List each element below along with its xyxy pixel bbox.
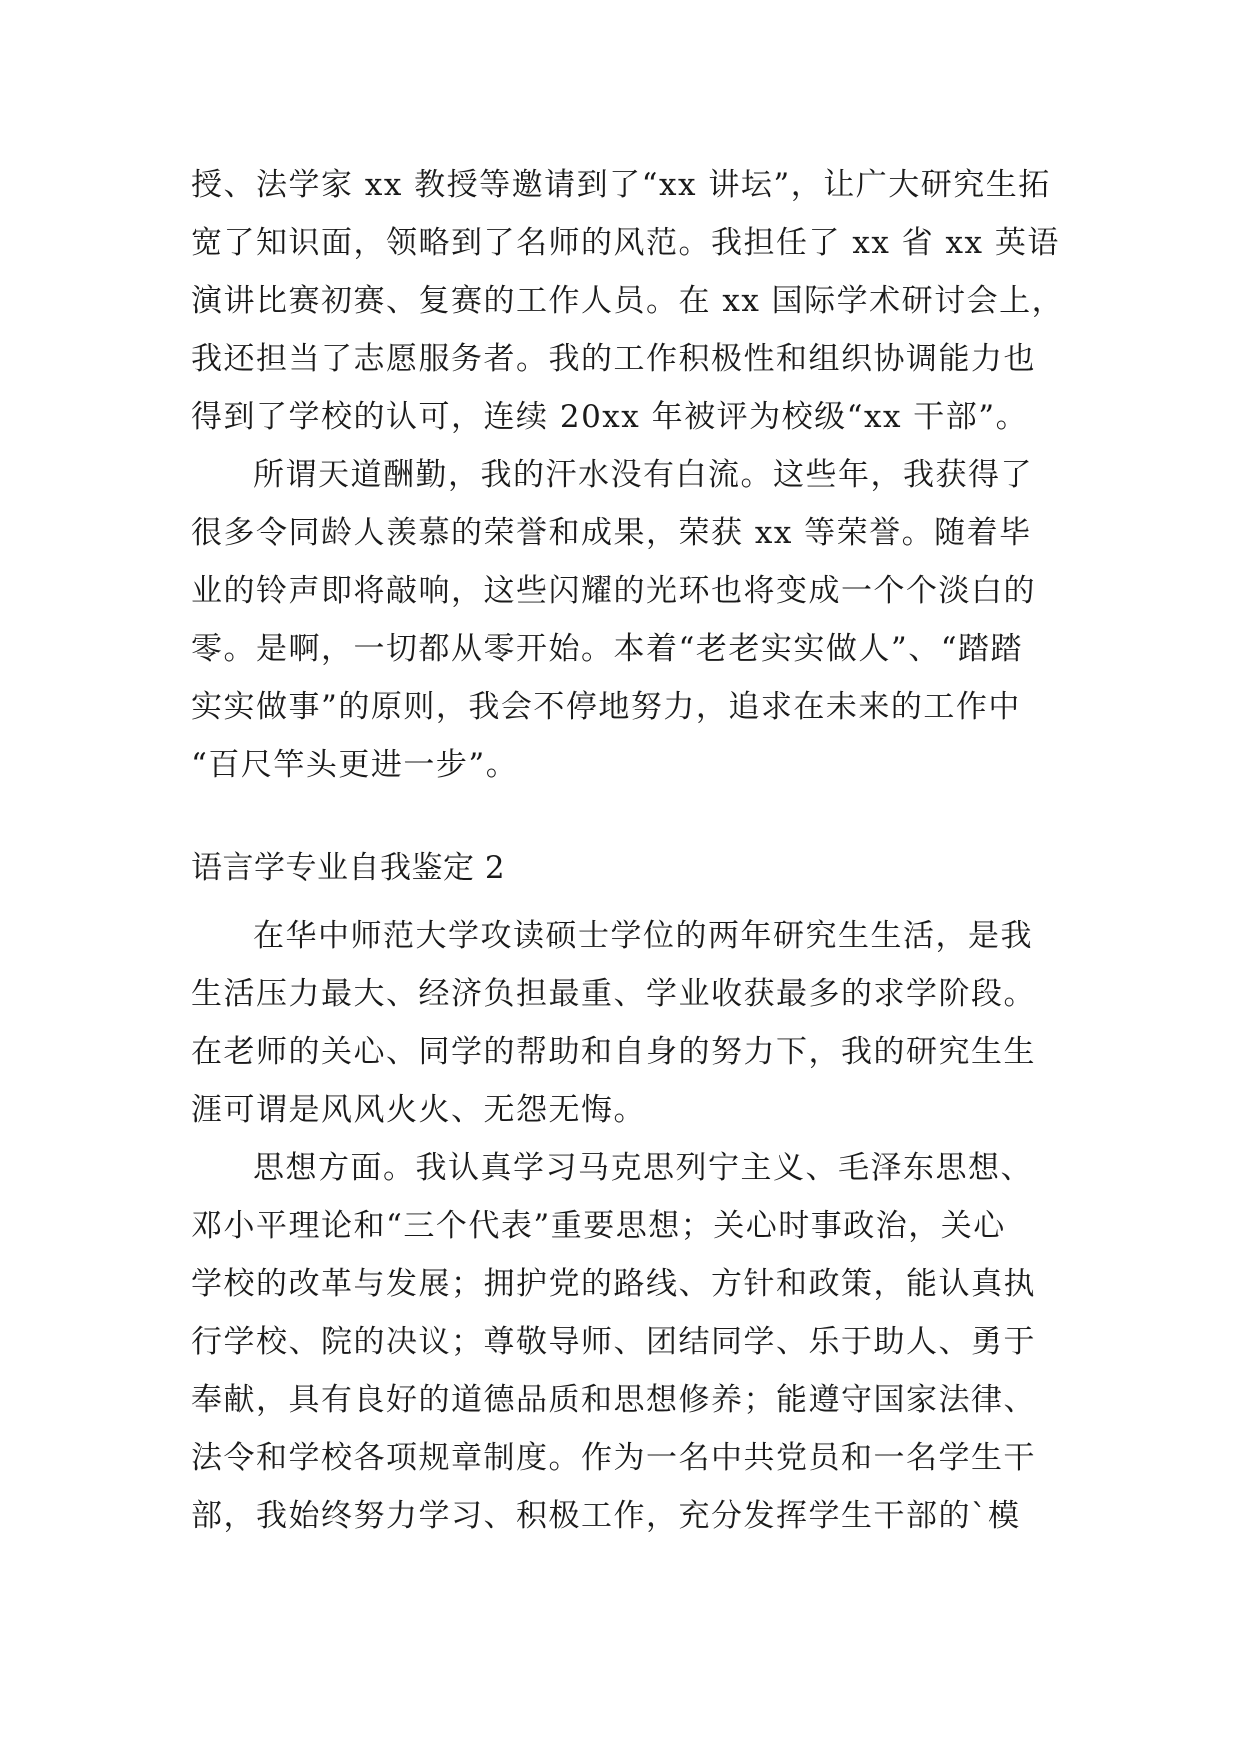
paragraph-line: 得到了学校的认可，连续 20xx 年被评为校级“xx 干部”。 <box>191 399 1029 435</box>
paragraph-line: 我还担当了志愿服务者。我的工作积极性和组织协调能力也 <box>191 341 1036 377</box>
paragraph-line: 业的铃声即将敲响，这些闪耀的光环也将变成一个个淡白的 <box>191 573 1036 609</box>
paragraph-line: 在华中师范大学攻读硕士学位的两年研究生生活，是我 <box>253 918 1033 954</box>
paragraph-line: 在老师的关心、同学的帮助和自身的努力下，我的研究生生 <box>191 1034 1036 1070</box>
paragraph-line: 零。是啊，一切都从零开始。本着“老老实实做人”、“踏踏 <box>191 631 1024 667</box>
paragraph-line: 涯可谓是风风火火、无怨无悔。 <box>191 1092 646 1128</box>
section-heading: 语言学专业自我鉴定 2 <box>191 850 506 886</box>
paragraph-line: 生活压力最大、经济负担最重、学业收获最多的求学阶段。 <box>191 976 1036 1012</box>
paragraph-line: 很多令同龄人羡慕的荣誉和成果，荣获 xx 等荣誉。随着毕 <box>191 515 1032 551</box>
paragraph-line: 思想方面。我认真学习马克思列宁主义、毛泽东思想、 <box>253 1150 1033 1186</box>
paragraph-line: 法令和学校各项规章制度。作为一名中共党员和一名学生干 <box>191 1440 1036 1476</box>
paragraph-line: 宽了知识面，领略到了名师的风范。我担任了 xx 省 xx 英语 <box>191 225 1060 261</box>
paragraph-line: 奉献，具有良好的道德品质和思想修养；能遵守国家法律、 <box>191 1382 1036 1418</box>
paragraph-line: 行学校、院的决议；尊敬导师、团结同学、乐于助人、勇于 <box>191 1324 1036 1360</box>
paragraph-line: 所谓天道酬勤，我的汗水没有白流。这些年，我获得了 <box>253 457 1033 493</box>
paragraph-line: “百尺竿头更进一步”。 <box>191 747 519 783</box>
paragraph-line: 邓小平理论和“三个代表”重要思想；关心时事政治，关心 <box>191 1208 1006 1244</box>
paragraph-line: 授、法学家 xx 教授等邀请到了“xx 讲坛”，让广大研究生拓 <box>191 167 1051 203</box>
paragraph-line: 部，我始终努力学习、积极工作，充分发挥学生干部的`模 <box>191 1498 1021 1534</box>
paragraph-line: 演讲比赛初赛、复赛的工作人员。在 xx 国际学术研讨会上， <box>191 283 1065 319</box>
paragraph-line: 学校的改革与发展；拥护党的路线、方针和政策，能认真执 <box>191 1266 1036 1302</box>
paragraph-line: 实实做事”的原则，我会不停地努力，追求在未来的工作中 <box>191 689 1021 725</box>
